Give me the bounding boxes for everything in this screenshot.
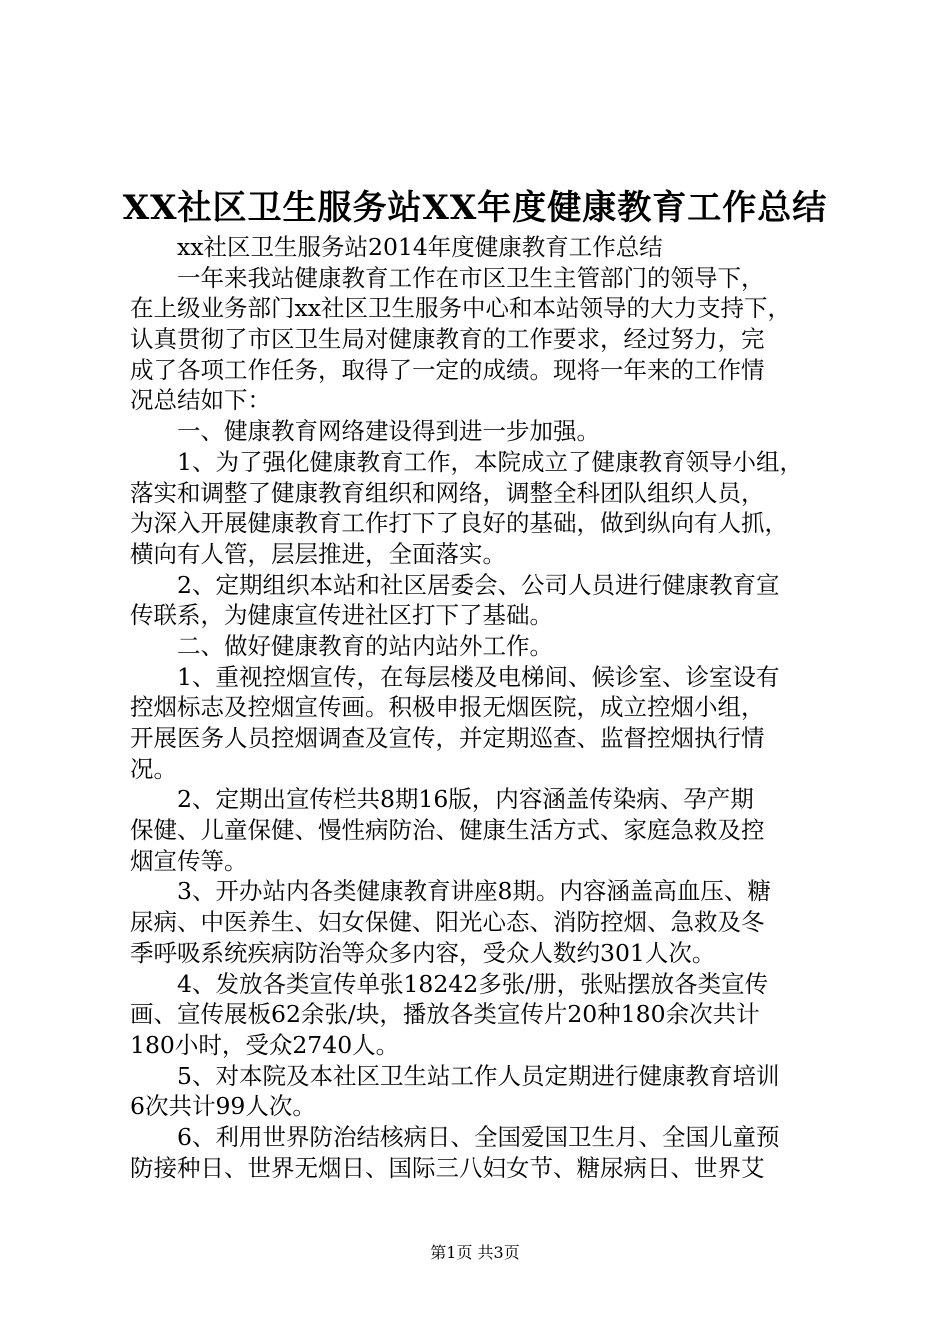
text-line: 6、利用世界防治结核病日、全国爱国卫生月、全国儿童预 xyxy=(177,1122,780,1151)
text-line: 尿病、中医养生、妇女保健、阳光心态、消防控烟、急救及冬 xyxy=(130,908,765,937)
text-line: 一、健康教育网络建设得到进一步加强。 xyxy=(177,417,600,446)
text-line: 控烟标志及控烟宣传画。积极申报无烟医院，成立控烟小组， xyxy=(130,693,765,722)
text-line: 1、重视控烟宣传，在每层楼及电梯间、候诊室、诊室设有 xyxy=(177,662,780,691)
text-line: 传联系，为健康宣传进社区打下了基础。 xyxy=(130,601,553,630)
text-line: 落实和调整了健康教育组织和网络，调整全科团队组织人员， xyxy=(130,478,765,507)
text-line: 认真贯彻了市区卫生局对健康教育的工作要求，经过努力，完 xyxy=(130,325,765,354)
text-line: 画、宣传展板62余张/块，播放各类宣传片20种180余次共计 xyxy=(130,1000,760,1029)
text-line: 一年来我站健康教育工作在市区卫生主管部门的领导下， xyxy=(177,263,765,292)
text-line: 1、为了强化健康教育工作，本院成立了健康教育领导小组， xyxy=(177,447,803,476)
text-line: 横向有人管，层层推进，全面落实。 xyxy=(130,539,506,568)
text-line: xx社区卫生服务站2014年度健康教育工作总结 xyxy=(177,233,663,261)
text-line: 为深入开展健康教育工作打下了良好的基础，做到纵向有人抓， xyxy=(130,509,788,538)
text-line: 成了各项工作任务，取得了一定的成绩。现将一年来的工作情 xyxy=(130,355,765,384)
text-line: 4、发放各类宣传单张18242多张/册，张贴摆放各类宣传 xyxy=(177,969,769,998)
text-line: 防接种日、世界无烟日、国际三八妇女节、糖尿病日、世界艾 xyxy=(130,1153,765,1182)
text-line: 开展医务人员控烟调查及宣传，并定期巡查、监督控烟执行情 xyxy=(130,724,765,752)
text-line: 二、做好健康教育的站内站外工作。 xyxy=(177,631,553,660)
text-line: 况总结如下： xyxy=(130,386,271,415)
text-line: 季呼吸系统疾病防治等众多内容，受众人数约301人次。 xyxy=(130,938,716,967)
text-line: 烟宣传等。 xyxy=(130,846,248,875)
document-body xyxy=(130,232,830,1183)
page-footer: 第1页 共3页 xyxy=(430,1243,520,1262)
text-line: 在上级业务部门xx社区卫生服务中心和本站领导的大力支持下， xyxy=(130,294,792,323)
text-line: 3、开办站内各类健康教育讲座8期。内容涵盖高血压、糖 xyxy=(177,877,771,906)
text-line: 2、定期组织本站和社区居委会、公司人员进行健康教育宣 xyxy=(177,570,780,599)
text-line: 况。 xyxy=(130,754,177,783)
document-title: XX社区卫生服务站XX年度健康教育工作总结 xyxy=(122,188,828,228)
text-line: 2、定期出宣传栏共8期16版，内容涵盖传染病、孕产期 xyxy=(177,785,754,814)
text-line: 保健、儿童保健、慢性病防治、健康生活方式、家庭急救及控 xyxy=(130,816,765,845)
text-line: 5、对本院及本社区卫生站工作人员定期进行健康教育培训 xyxy=(177,1061,780,1090)
text-line: 180小时，受众2740人。 xyxy=(130,1030,400,1059)
text-line: 6次共计99人次。 xyxy=(130,1092,316,1121)
